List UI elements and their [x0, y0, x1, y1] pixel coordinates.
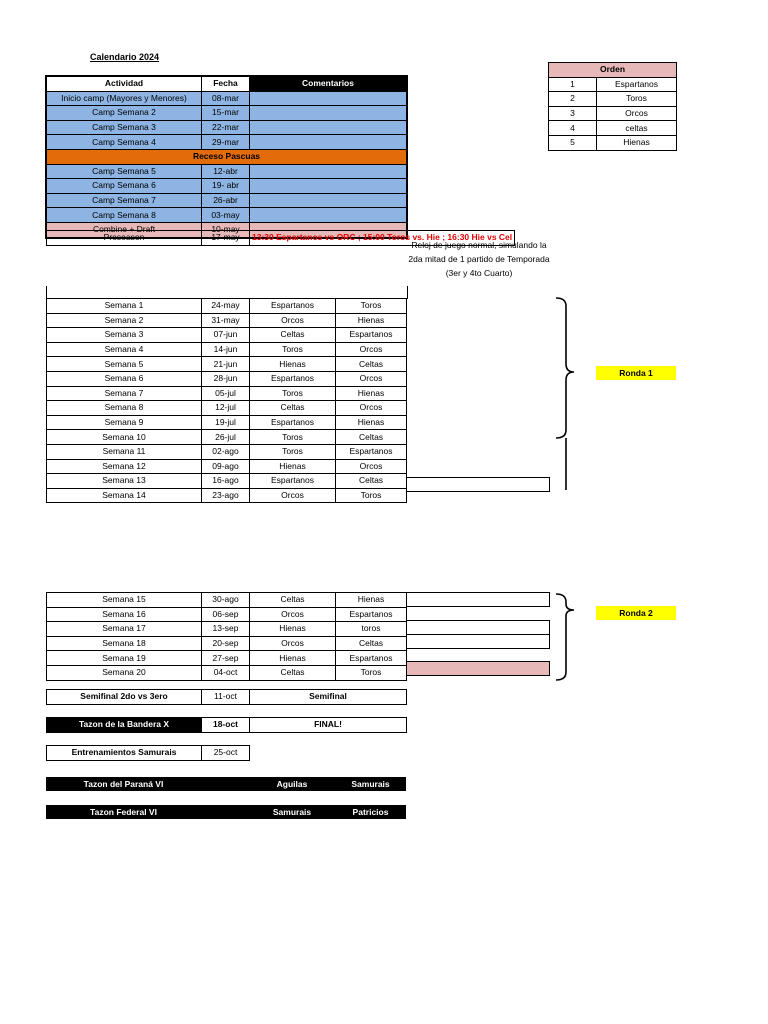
tazon-federal-team2: Patricios [352, 807, 389, 817]
schedule-team-local: Celtas [250, 401, 336, 416]
calendar-fecha: 10-may [202, 222, 250, 237]
calendar-row [47, 193, 407, 208]
calendar-actividad: Combine + Draft [47, 222, 202, 237]
schedule-team-local: Hienas [250, 651, 336, 666]
schedule-team-visita: Celtas [336, 474, 407, 489]
schedule-team-visita: Toros [336, 488, 407, 503]
ronda1-label: Ronda 1 [596, 366, 676, 380]
schedule-fecha: 13-sep [202, 622, 250, 637]
schedule-team-local: Orcos [250, 488, 336, 503]
schedule-fecha: 06-sep [202, 607, 250, 622]
schedule-fecha: 26-jul [202, 430, 250, 445]
schedule-semana: Semana 1 [47, 299, 202, 314]
schedule-team-visita: Hienas [336, 593, 407, 608]
schedule-team-visita: Hienas [336, 386, 407, 401]
calendar-row [47, 120, 407, 135]
calendar-fecha: 15-mar [202, 106, 250, 121]
entrenamientos-row [46, 745, 250, 761]
calendar-fecha: 12-abr [202, 164, 250, 179]
schedule-team-local: Espartanos [250, 415, 336, 430]
schedule-semana: Semana 7 [47, 386, 202, 401]
schedule-team-visita: Celtas [336, 636, 407, 651]
schedule-semana: Semana 3 [47, 328, 202, 343]
schedule-fecha: 05-jul [202, 386, 250, 401]
schedule-team-local: Hienas [250, 357, 336, 372]
calendar-header-row [47, 77, 407, 92]
header-fecha: Fecha [202, 77, 250, 92]
schedule-row [47, 386, 407, 401]
calendar-fecha: 22-mar [202, 120, 250, 135]
orden-team: Toros [597, 92, 677, 107]
schedule-fecha: 19-jul [202, 415, 250, 430]
calendar-row [47, 91, 407, 106]
schedule-fecha: 27-sep [202, 651, 250, 666]
calendar-actividad: Camp Semana 7 [47, 193, 202, 208]
schedule-row [47, 313, 407, 328]
tazon-bandera-fecha: 18-oct [202, 718, 250, 733]
schedule-row [47, 342, 407, 357]
tazon-federal-bar [46, 805, 406, 819]
preseason-fecha: 17-may [202, 231, 250, 246]
ronda1-brace [552, 296, 582, 492]
schedule-team-visita: Orcos [336, 342, 407, 357]
ronda2-cell-6 [406, 661, 550, 676]
schedule-team-local: Orcos [250, 607, 336, 622]
schedule-row [47, 444, 407, 459]
header-actividad: Actividad [47, 77, 202, 92]
schedule-semana: Semana 10 [47, 430, 202, 445]
page-title: Calendario 2024 [90, 52, 160, 62]
orden-team: Orcos [597, 106, 677, 121]
tazon-parana-label: Tazon del Paraná VI [83, 779, 164, 789]
schedule-team-local: Celtas [250, 593, 336, 608]
schedule-team-local: Orcos [250, 636, 336, 651]
calendar-comentario [250, 106, 407, 121]
calendar-actividad: Inicio camp (Mayores y Menores) [47, 91, 202, 106]
calendar-fecha: 08-mar [202, 91, 250, 106]
schedule-semana: Semana 13 [47, 474, 202, 489]
schedule-team-local: Orcos [250, 313, 336, 328]
orden-row [549, 77, 677, 92]
schedule-fecha: 28-jun [202, 371, 250, 386]
schedule-row [47, 401, 407, 416]
schedule-row [47, 651, 407, 666]
schedule-semana: Semana 11 [47, 444, 202, 459]
schedule-fecha: 16-ago [202, 474, 250, 489]
orden-row [549, 106, 677, 121]
header-comentarios: Comentarios [250, 77, 407, 92]
calendar-actividad: Camp Semana 2 [47, 106, 202, 121]
calendar-comentario [250, 91, 407, 106]
calendar-comentario [250, 120, 407, 135]
orden-team: Hienas [597, 135, 677, 150]
entrenamientos-label: Entrenamientos Samurais [47, 746, 202, 761]
schedule-semana: Semana 12 [47, 459, 202, 474]
calendar-comentario [250, 135, 407, 150]
schedule-team-visita: Hienas [336, 313, 407, 328]
ronda1-table [46, 298, 407, 503]
schedule-row [47, 488, 407, 503]
semifinal-fecha: 11-oct [202, 690, 250, 705]
schedule-team-visita: Espartanos [336, 328, 407, 343]
orden-header: Orden [549, 63, 677, 78]
semifinal-desc: Semifinal [250, 690, 407, 705]
schedule-row [47, 415, 407, 430]
calendar-actividad: Camp Semana 8 [47, 208, 202, 223]
calendar-row [47, 149, 407, 164]
orden-row [549, 92, 677, 107]
ronda2-cell-4 [406, 634, 550, 649]
schedule-semana: Semana 4 [47, 342, 202, 357]
calendar-row [47, 179, 407, 194]
tazon-parana-bar [46, 777, 406, 791]
calendar-actividad: Camp Semana 6 [47, 179, 202, 194]
tazon-federal-label: Tazon Federal VI [90, 807, 157, 817]
tazon-bandera-row [46, 717, 407, 733]
calendar-fecha: 29-mar [202, 135, 250, 150]
tazon-parana-team1: Aguilas [276, 779, 308, 789]
orden-team: celtas [597, 121, 677, 136]
schedule-row [47, 474, 407, 489]
calendar-row [47, 164, 407, 179]
calendar-fecha: 26-abr [202, 193, 250, 208]
schedule-team-local: Toros [250, 386, 336, 401]
calendar-comentario [250, 179, 407, 194]
calendar-row [47, 135, 407, 150]
schedule-fecha: 30-ago [202, 593, 250, 608]
schedule-fecha: 12-jul [202, 401, 250, 416]
schedule-team-local: Toros [250, 444, 336, 459]
tazon-bandera-desc: FINAL! [250, 718, 407, 733]
schedule-row [47, 430, 407, 445]
schedule-row [47, 299, 407, 314]
schedule-team-local: Celtas [250, 328, 336, 343]
orden-number: 1 [549, 77, 597, 92]
schedule-team-visita: Hienas [336, 415, 407, 430]
schedule-team-visita: Espartanos [336, 607, 407, 622]
schedule-team-visita: Orcos [336, 371, 407, 386]
orden-number: 2 [549, 92, 597, 107]
schedule-semana: Semana 14 [47, 488, 202, 503]
schedule-fecha: 24-may [202, 299, 250, 314]
calendar-row [47, 208, 407, 223]
orden-table [548, 62, 677, 151]
preseason-note: Reloj de juego normal, simulando la 2da mitad de 1 partido de Temporada (3er y 4to Cuarto) [408, 240, 550, 278]
schedule-team-visita: Orcos [336, 459, 407, 474]
schedule-row [47, 665, 407, 680]
orden-number: 3 [549, 106, 597, 121]
schedule-team-visita: Toros [336, 665, 407, 680]
schedule-team-local: Hienas [250, 459, 336, 474]
schedule-semana: Semana 19 [47, 651, 202, 666]
schedule-row [47, 328, 407, 343]
orden-number: 4 [549, 121, 597, 136]
tazon-bandera-label: Tazon de la Bandera X [47, 718, 202, 733]
schedule-semana: Semana 18 [47, 636, 202, 651]
schedule-team-visita: toros [336, 622, 407, 637]
schedule-team-visita: Espartanos [336, 444, 407, 459]
tazon-parana-team2: Samurais [351, 779, 390, 789]
schedule-fecha: 21-jun [202, 357, 250, 372]
schedule-fecha: 09-ago [202, 459, 250, 474]
schedule-fecha: 04-oct [202, 665, 250, 680]
calendar-fecha: 03-may [202, 208, 250, 223]
orden-number: 5 [549, 135, 597, 150]
schedule-team-local: Espartanos [250, 371, 336, 386]
tazon-federal-team1: Samurais [272, 807, 312, 817]
preseason-label: Preseason [47, 231, 202, 246]
calendar-actividad: Camp Semana 5 [47, 164, 202, 179]
entrenamientos-fecha: 25-oct [202, 746, 250, 761]
ronda2-cell-3 [406, 620, 550, 635]
schedule-semana: Semana 2 [47, 313, 202, 328]
schedule-team-visita: Celtas [336, 430, 407, 445]
preseason-comment: 13:30 Espartanos vs ORC ; 15:00 Toros vs. Hie ; 16:30 Hie vs Cel [250, 231, 515, 246]
schedule-row [47, 636, 407, 651]
calendar-table [46, 76, 407, 238]
schedule-team-visita: Espartanos [336, 651, 407, 666]
calendar-actividad: Camp Semana 3 [47, 120, 202, 135]
semifinal-label: Semifinal 2do vs 3ero [47, 690, 202, 705]
schedule-fecha: 14-jun [202, 342, 250, 357]
orden-row [549, 135, 677, 150]
orden-row [549, 121, 677, 136]
schedule-team-visita: Celtas [336, 357, 407, 372]
schedule-fecha: 02-ago [202, 444, 250, 459]
ronda1-empty-cell [406, 477, 550, 492]
schedule-team-local: Hienas [250, 622, 336, 637]
schedule-fecha: 31-may [202, 313, 250, 328]
schedule-team-local: Toros [250, 342, 336, 357]
schedule-fecha: 23-ago [202, 488, 250, 503]
calendar-break-label: Receso Pascuas [47, 149, 407, 164]
calendar-row [47, 106, 407, 121]
ronda2-cell-1 [406, 592, 550, 607]
schedule-semana: Semana 20 [47, 665, 202, 680]
ronda2-label: Ronda 2 [596, 606, 676, 620]
schedule-team-local: Espartanos [250, 474, 336, 489]
schedule-semana: Semana 5 [47, 357, 202, 372]
schedule-row [47, 459, 407, 474]
orden-header-row [549, 63, 677, 78]
schedule-semana: Semana 15 [47, 593, 202, 608]
calendar-comentario [250, 208, 407, 223]
calendar-actividad: Camp Semana 4 [47, 135, 202, 150]
schedule-fecha: 07-jun [202, 328, 250, 343]
calendar-comentario [250, 164, 407, 179]
schedule-row [47, 622, 407, 637]
schedule-team-local: Toros [250, 430, 336, 445]
schedule-fecha: 20-sep [202, 636, 250, 651]
schedule-semana: Semana 17 [47, 622, 202, 637]
calendar-comentario [250, 193, 407, 208]
schedule-row [47, 607, 407, 622]
ronda2-table [46, 592, 407, 681]
schedule-semana: Semana 8 [47, 401, 202, 416]
ronda2-brace [552, 592, 582, 684]
schedule-team-local: Espartanos [250, 299, 336, 314]
schedule-team-visita: Toros [336, 299, 407, 314]
semifinal-row [46, 689, 407, 705]
calendar-fecha: 19- abr [202, 179, 250, 194]
schedule-semana: Semana 9 [47, 415, 202, 430]
schedule-team-visita: Orcos [336, 401, 407, 416]
schedule-row [47, 371, 407, 386]
schedule-row [47, 593, 407, 608]
orden-team: Espartanos [597, 77, 677, 92]
schedule-semana: Semana 6 [47, 371, 202, 386]
schedule-row [47, 357, 407, 372]
schedule-team-local: Celtas [250, 665, 336, 680]
schedule-semana: Semana 16 [47, 607, 202, 622]
